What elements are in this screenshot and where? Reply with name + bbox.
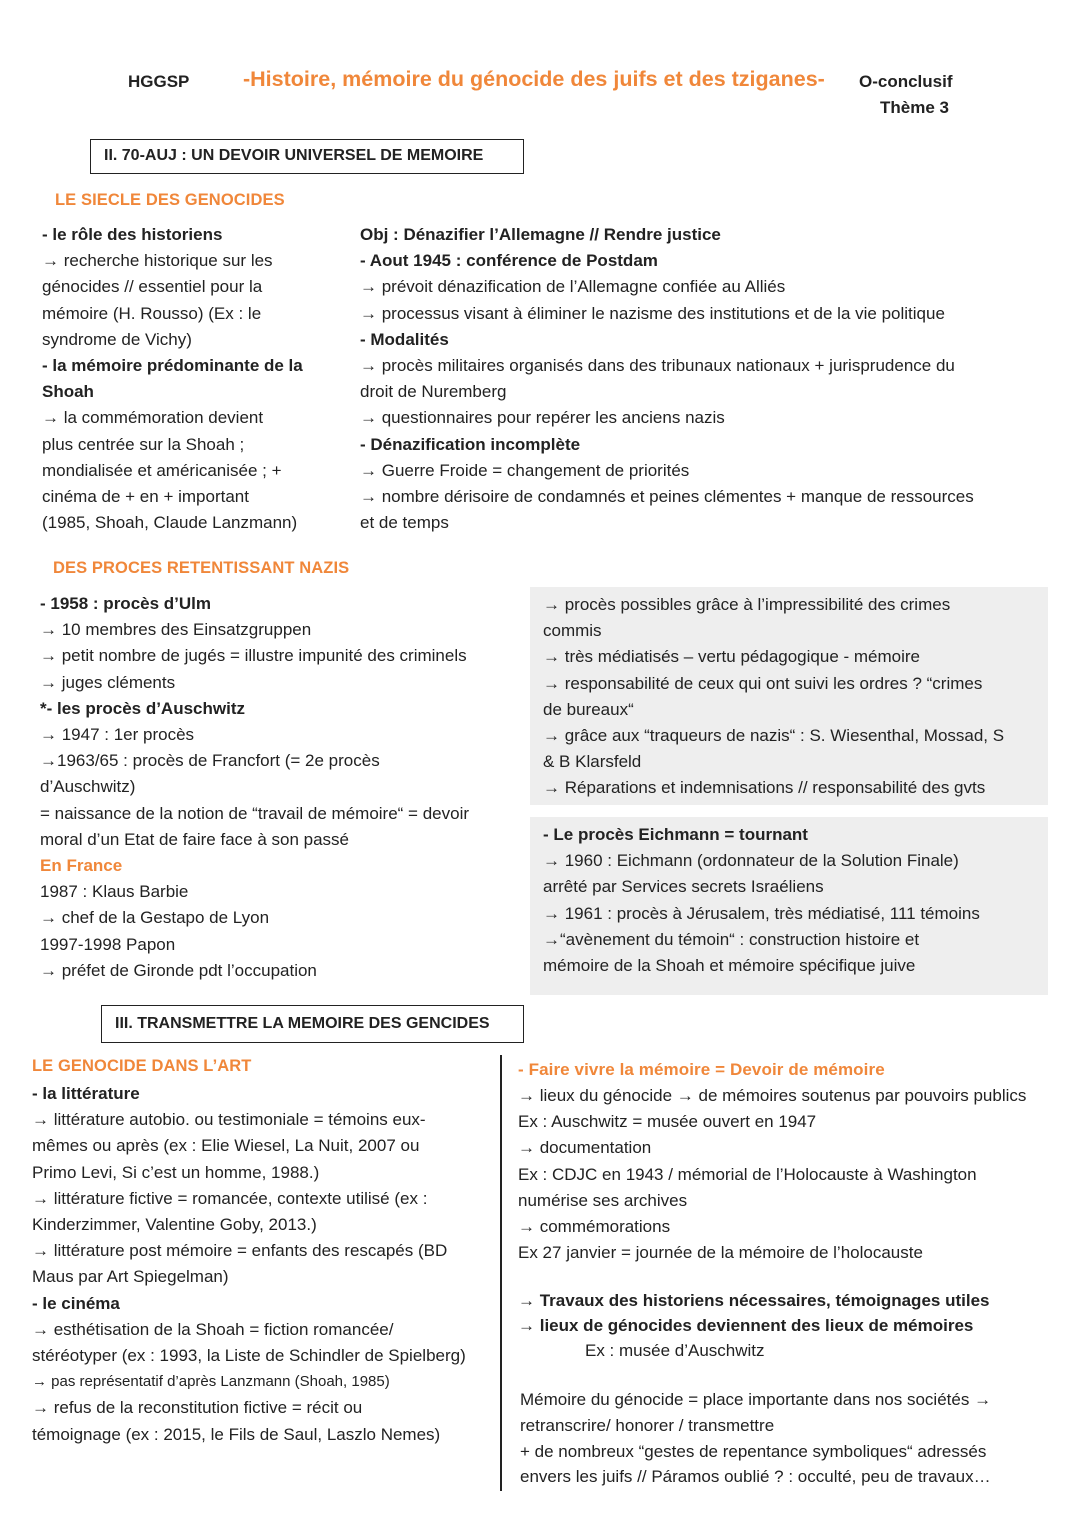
text-line: - le cinéma: [32, 1293, 120, 1313]
text-line: cinéma de + en + important: [42, 487, 249, 507]
text-line: → procès militaires organisés dans des tribunaux nationaux + jurisprudence du: [360, 356, 955, 376]
text-line: → Guerre Froide = changement de priorités: [360, 460, 690, 480]
text-line: mémoire (H. Rousso) (Ex : le: [42, 303, 262, 323]
text-line: + de nombreux “gestes de repentance symboliques“ adressés: [520, 1441, 987, 1461]
text-line: Ex 27 janvier = journée de la mémoire de l’holocauste: [518, 1243, 923, 1263]
text-line: → pas représentatif d’après Lanzmann (Shoah, 1985): [32, 1373, 390, 1391]
text-line: - la mémoire prédominante de la: [42, 356, 303, 376]
text-line: - la littérature: [32, 1084, 140, 1103]
text-line: → lieux de génocides deviennent des lieux de mémoires: [518, 1316, 974, 1335]
text-line: - Dénazification incomplète: [360, 434, 581, 454]
text-line: → 1961 : procès à Jérusalem, très médiatisé, 111 témoins: [543, 903, 980, 923]
text-line: → refus de la reconstitution fictive = récit ou: [32, 1398, 363, 1418]
column-divider: [500, 1055, 502, 1491]
siecle-right-column: [360, 222, 974, 536]
text-line: commis: [543, 621, 602, 641]
text-line: → juges cléments: [40, 672, 176, 692]
text-line: Obj : Dénazifier l’Allemagne // Rendre justice: [360, 225, 721, 244]
text-line: Primo Levi, Si c’est un homme, 1988.): [32, 1162, 320, 1182]
text-line: - Le procès Eichmann = tournant: [543, 825, 808, 844]
text-line: → commémorations: [518, 1217, 671, 1237]
text-line: →1963/65 : procès de Francfort (= 2e procès: [40, 751, 380, 771]
text-line: Ex : Auschwitz = musée ouvert en 1947: [518, 1112, 817, 1132]
text-line: témoignage (ex : 2015, le Fils de Saul, Laszlo Nemes): [32, 1424, 441, 1444]
siecle-left-column: [42, 222, 303, 536]
text-line: → 1947 : 1er procès: [40, 725, 195, 745]
text-line: → questionnaires pour repérer les anciens nazis: [360, 408, 725, 428]
text-line: → très médiatisés – vertu pédagogique - mémoire: [543, 647, 921, 667]
text-line: droit de Nuremberg: [360, 382, 507, 402]
text-line: → nombre dérisoire de condamnés et peines clémentes + manque de ressources: [360, 487, 974, 507]
text-line: → préfet de Gironde pdt l’occupation: [40, 960, 317, 980]
text-line: → 10 membres des Einsatzgruppen: [40, 620, 312, 640]
proces-left-column: [40, 591, 469, 984]
text-line: → esthétisation de la Shoah = fiction romancée/: [32, 1319, 394, 1339]
text-line: → 1960 : Eichmann (ordonnateur de la Solution Finale): [543, 851, 959, 871]
text-line: Mémoire du génocide = place importante dans nos sociétés →: [520, 1390, 992, 1409]
text-line: envers les juifs // Páramos oublié ? : occulté, peu de travaux…: [520, 1467, 991, 1487]
text-line: syndrome de Vichy): [42, 329, 192, 349]
theme-label: Thème 3: [880, 98, 949, 117]
proces-heading: DES PROCES RETENTISSANT NAZIS: [53, 559, 350, 577]
text-line: (1985, Shoah, Claude Lanzmann): [42, 513, 298, 533]
text-line: → littérature autobio. ou testimoniale = témoins eux-: [32, 1110, 426, 1130]
text-line: → Travaux des historiens nécessaires, témoignages utiles: [518, 1291, 990, 1310]
text-line: → chef de la Gestapo de Lyon: [40, 908, 270, 928]
proces-box2: [543, 822, 980, 979]
part3-title: III. TRANSMETTRE LA MEMOIRE DES GENCIDES: [101, 1005, 524, 1043]
text-line: →“avènement du témoin“ : construction histoire et: [543, 929, 920, 949]
text-line: → lieux du génocide → de mémoires soutenus par pouvoirs publics: [518, 1086, 1027, 1105]
text-line: mêmes ou après (ex : Elie Wiesel, La Nuit, 2007 ou: [32, 1136, 420, 1156]
text-line: → prévoit dénazification de l’Allemagne confiée au Alliés: [360, 277, 786, 297]
text-line: Kinderzimmer, Valentine Goby, 2013.): [32, 1215, 317, 1235]
memoire-conclusion: [518, 1288, 989, 1363]
text-line: → littérature fictive = romancée, contexte utilisé (ex :: [32, 1188, 428, 1208]
memoire-right-column: [518, 1083, 1026, 1266]
text-line: - Modalités: [360, 329, 449, 349]
text-line: 1997-1998 Papon: [40, 934, 176, 954]
text-line: arrêté par Services secrets Israéliens: [543, 877, 824, 897]
text-line: stéréotyper (ex : 1993, la Liste de Schindler de Spielberg): [32, 1346, 466, 1366]
text-line: & B Klarsfeld: [543, 752, 642, 772]
memoire-final: [520, 1387, 991, 1490]
text-line: numérise ses archives: [518, 1190, 688, 1210]
subject-label: HGGSP: [128, 72, 190, 91]
text-line: génocides // essentiel pour la: [42, 277, 263, 297]
art-left-column: [32, 1081, 466, 1448]
text-line: Ex : CDJC en 1943 / mémorial de l’Holocauste à Washington: [518, 1164, 977, 1184]
art-heading: LE GENOCIDE DANS L’ART: [32, 1057, 252, 1075]
proces-box1: [543, 592, 1004, 802]
text-line: → Réparations et indemnisations // responsabilité des gvts: [543, 778, 986, 798]
tag-label: O-conclusif: [859, 72, 953, 91]
text-line: = naissance de la notion de “travail de mémoire“ = devoir: [40, 803, 470, 823]
part2-title: II. 70-AUJ : UN DEVOIR UNIVERSEL DE MEMOIRE: [90, 139, 524, 174]
text-line: - Aout 1945 : conférence de Postdam: [360, 251, 658, 271]
text-line: plus centrée sur la Shoah ;: [42, 434, 245, 454]
text-line: de bureaux“: [543, 699, 634, 719]
siecle-heading: LE SIECLE DES GENOCIDES: [55, 191, 285, 209]
text-line: → responsabilité de ceux qui ont suivi les ordres ? “crimes: [543, 673, 983, 693]
text-line: → procès possibles grâce à l’impressibilité des crimes: [543, 595, 951, 614]
text-line: moral d’un Etat de faire face à son passé: [40, 829, 350, 849]
text-line: mémoire de la Shoah et mémoire spécifique juive: [543, 956, 916, 976]
text-line: → recherche historique sur les: [42, 251, 273, 271]
memoire-heading: - Faire vivre la mémoire = Devoir de mémoire: [518, 1060, 885, 1079]
text-line: retranscrire/ honorer / transmettre: [520, 1415, 775, 1435]
page-title: -Histoire, mémoire du génocide des juifs et des tziganes-: [243, 67, 825, 91]
text-line: d’Auschwitz): [40, 777, 136, 797]
text-line: mondialisée et américanisée ; +: [42, 460, 282, 480]
text-line: - le rôle des historiens: [42, 225, 223, 244]
text-line: - 1958 : procès d’Ulm: [40, 594, 212, 613]
text-line: → documentation: [518, 1138, 652, 1158]
text-line: Shoah: [42, 382, 94, 402]
text-line: 1987 : Klaus Barbie: [40, 882, 189, 902]
text-line: *- les procès d’Auschwitz: [40, 698, 245, 718]
text-line: Maus par Art Spiegelman): [32, 1267, 229, 1287]
text-line: et de temps: [360, 513, 449, 533]
text-line: → littérature post mémoire = enfants des rescapés (BD: [32, 1241, 448, 1261]
text-line: → grâce aux “traqueurs de nazis“ : S. Wiesenthal, Mossad, S: [543, 726, 1005, 746]
text-line: → la commémoration devient: [42, 408, 264, 428]
text-line: Ex : musée d’Auschwitz: [585, 1341, 765, 1360]
text-line: → processus visant à éliminer le nazisme des institutions et de la vie politique: [360, 303, 945, 323]
text-line: → petit nombre de jugés = illustre impunité des criminels: [40, 646, 467, 666]
text-line: En France: [40, 856, 123, 876]
